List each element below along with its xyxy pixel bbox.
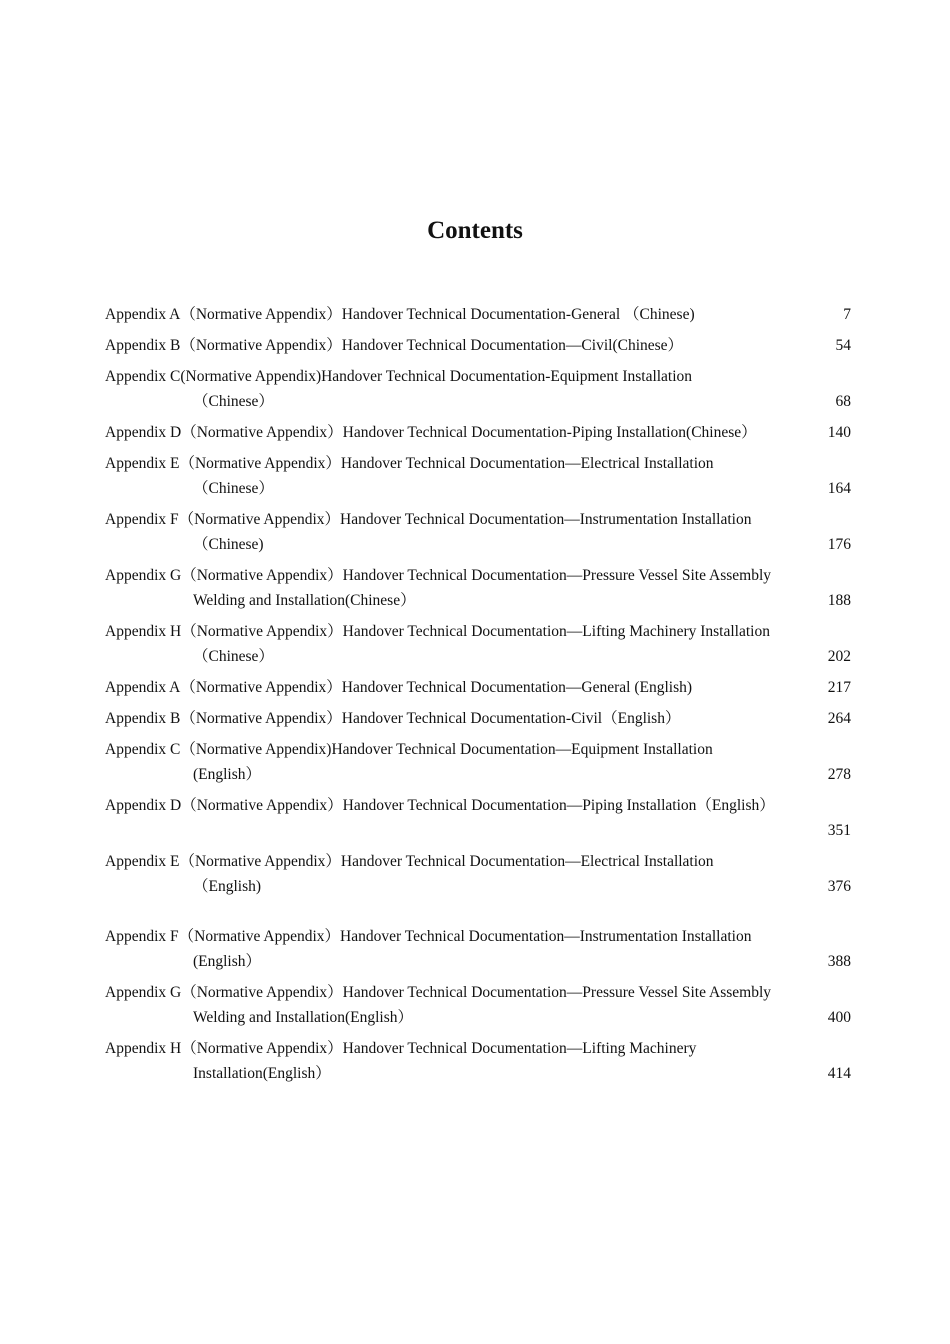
toc-page-number: 202: [827, 648, 851, 665]
toc-page-number: 400: [827, 1009, 851, 1026]
toc-page-number: 164: [827, 480, 851, 497]
toc-entry[interactable]: [105, 420, 851, 445]
toc-entry[interactable]: [105, 451, 851, 501]
toc-entry-title: Appendix D（Normative Appendix）Handover Technical Documentation—Piping Installation（English）: [105, 797, 775, 814]
toc-entry-title: Appendix B（Normative Appendix）Handover Technical Documentation-Civil（English）: [105, 710, 681, 727]
toc-entry[interactable]: [105, 706, 851, 731]
toc-page-number: 351: [827, 822, 851, 839]
toc-entry[interactable]: [105, 924, 851, 974]
toc-page-number: 140: [827, 424, 851, 441]
toc-entry-title-continued: (English）: [193, 953, 262, 970]
toc-page-number: 264: [827, 710, 851, 727]
toc-entry-title-continued: （Chinese）: [193, 393, 274, 410]
toc-entry-title: Appendix C(Normative Appendix)Handover Technical Documentation-Equipment Installation: [105, 368, 693, 385]
toc-page-number: 414: [827, 1065, 851, 1082]
toc-entry[interactable]: [105, 333, 851, 358]
toc-entry-title-continued: Installation(English）: [193, 1065, 331, 1082]
toc-entry-title: Appendix G（Normative Appendix）Handover Technical Documentation—Pressure Vessel Site Assembly: [105, 984, 772, 1001]
toc-entry[interactable]: [105, 507, 851, 557]
toc-page-number: 278: [827, 766, 851, 783]
toc-page-number: 376: [827, 878, 851, 895]
toc-page-number: 176: [827, 536, 851, 553]
toc-entry-title: Appendix H（Normative Appendix）Handover Technical Documentation—Lifting Machinery Installation: [105, 623, 770, 640]
toc-entry-title: Appendix F（Normative Appendix）Handover Technical Documentation—Instrumentation Installation: [105, 511, 752, 528]
toc-page-number: 388: [827, 953, 851, 970]
page-title: Contents: [427, 217, 523, 244]
toc-page-number: 54: [835, 337, 851, 354]
table-of-contents: [105, 302, 851, 1092]
toc-entry[interactable]: [105, 364, 851, 414]
toc-entry-title-continued: （English): [193, 878, 262, 895]
toc-entry-title: Appendix E（Normative Appendix）Handover Technical Documentation—Electrical Installation: [105, 853, 714, 870]
toc-entry-title: Appendix A（Normative Appendix）Handover Technical Documentation—General (English): [105, 679, 693, 696]
toc-entry[interactable]: [105, 737, 851, 787]
toc-entry[interactable]: [105, 619, 851, 669]
toc-entry[interactable]: [105, 980, 851, 1030]
toc-entry[interactable]: [105, 1036, 851, 1086]
toc-page-number: 68: [835, 393, 851, 410]
toc-entry[interactable]: [105, 849, 851, 899]
toc-page-number: 217: [827, 679, 851, 696]
toc-entry[interactable]: [105, 563, 851, 613]
toc-entry[interactable]: [105, 675, 851, 700]
toc-entry-title-continued: （Chinese): [193, 536, 264, 553]
toc-entry-title: Appendix D（Normative Appendix）Handover Technical Documentation-Piping Installation(Chinese）: [105, 424, 757, 441]
toc-entry[interactable]: [105, 793, 851, 843]
toc-page-number: 7: [843, 306, 851, 323]
toc-entry-title: Appendix B（Normative Appendix）Handover Technical Documentation—Civil(Chinese）: [105, 337, 684, 354]
toc-page-number: 188: [827, 592, 851, 609]
toc-entry-title-continued: （Chinese）: [193, 480, 274, 497]
toc-entry-title-continued: Welding and Installation(Chinese）: [193, 592, 416, 609]
toc-entry-title: Appendix H（Normative Appendix）Handover Technical Documentation—Lifting Machinery: [105, 1040, 697, 1057]
toc-entry-title: Appendix A（Normative Appendix）Handover Technical Documentation-General （Chinese): [105, 306, 695, 323]
toc-entry-title: Appendix G（Normative Appendix）Handover Technical Documentation—Pressure Vessel Site Assembly: [105, 567, 772, 584]
toc-entry-title-continued: Welding and Installation(English）: [193, 1009, 414, 1026]
toc-entry-title: Appendix E（Normative Appendix）Handover Technical Documentation—Electrical Installation: [105, 455, 714, 472]
toc-entry[interactable]: [105, 302, 851, 327]
toc-entry-title-continued: （Chinese）: [193, 648, 274, 665]
toc-entry-title-continued: (English）: [193, 766, 262, 783]
toc-entry-title: Appendix F（Normative Appendix）Handover Technical Documentation—Instrumentation Installation: [105, 928, 752, 945]
toc-entry-title: Appendix C（Normative Appendix)Handover Technical Documentation—Equipment Installation: [105, 741, 713, 758]
